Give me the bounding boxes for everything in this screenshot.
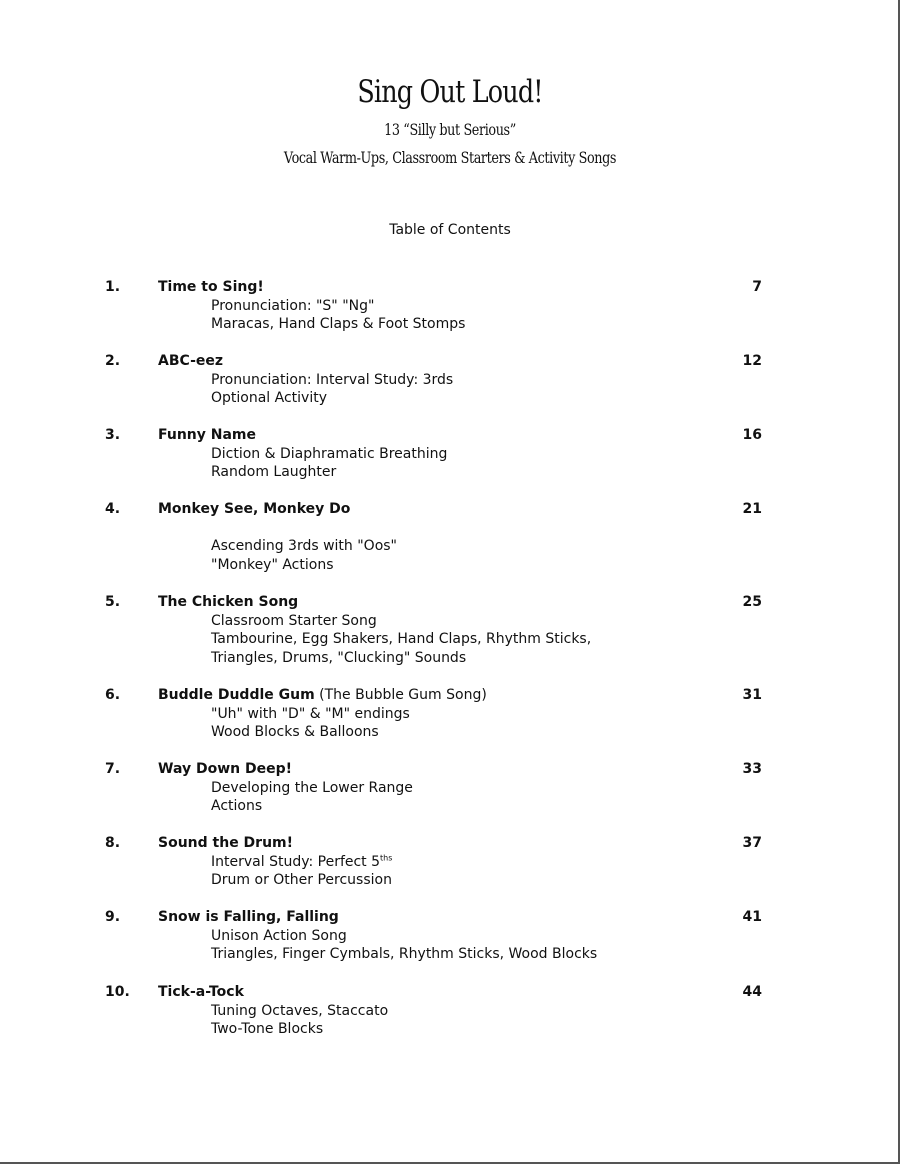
entry-number: 4. [105,501,121,517]
superscript: ths [380,852,393,862]
page-number: 37 [742,835,762,851]
song-title: Funny Name [158,427,257,443]
entry-detail: Triangles, Finger Cymbals, Rhythm Sticks, Wood Blocks [211,946,598,962]
entry-detail: Actions [211,798,263,814]
entry-detail: Maracas, Hand Claps & Foot Stomps [211,316,466,332]
entry-number: 5. [105,594,121,610]
song-title: Monkey See, Monkey Do [158,501,351,517]
entry-detail: Unison Action Song [211,927,347,944]
entry-number: 9. [105,909,121,925]
song-title: Tick-a-Tock [158,984,244,1000]
page-number: 31 [742,687,762,703]
page-number: 21 [742,501,762,517]
entry-detail: Pronunciation: "S" "Ng" [211,297,375,314]
song-title: Snow is Falling, Falling [158,909,339,925]
page-number: 44 [742,984,762,1000]
entry-detail: Optional Activity [211,390,327,406]
entry-number: 3. [105,427,121,443]
song-title: The Chicken Song [158,594,299,610]
subtitle-line-2: Vocal Warm-Ups, Classroom Starters & Activity Songs [283,148,617,167]
entry-detail: Drum or Other Percussion [211,872,392,888]
subtitle-line-1: 13 “Silly but Serious” [384,120,516,139]
entry-detail: Random Laughter [211,464,337,480]
entry-detail: Triangles, Drums, "Clucking" Sounds [211,649,467,666]
entry-detail: Tuning Octaves, Staccato [211,1002,389,1019]
entry-detail: Diction & Diaphramatic Breathing [211,445,448,462]
entry-detail: Wood Blocks & Balloons [211,724,379,740]
song-title: Time to Sing! [158,279,264,295]
entry-number: 7. [105,761,121,777]
entry-detail: Pronunciation: Interval Study: 3rds [211,371,454,388]
entry-detail: Two-Tone Blocks [211,1021,324,1037]
entry-detail: Ascending 3rds with "Oos" [211,538,397,554]
entry-detail: Tambourine, Egg Shakers, Hand Claps, Rhythm Sticks, [211,631,592,647]
page-number: 25 [742,594,762,610]
entry-number: 6. [105,687,121,703]
entry-number: 10. [105,984,130,1000]
page-number: 7 [752,279,762,295]
entry-detail: Interval Study: Perfect $5^{ths}$ [211,852,393,870]
entry-detail: Classroom Starter Song [211,612,377,629]
song-title: Way Down Deep! [158,761,292,777]
song-title: Buddle Duddle Gum (The Bubble Gum Song) [158,687,487,703]
entry-detail: "Uh" with "D" & "M" endings [211,705,410,722]
book-title: Sing Out Loud! [357,74,543,110]
page-number: 12 [742,353,762,369]
entry-detail: Developing the Lower Range [211,779,413,796]
page-number: 41 [742,909,762,925]
toc-heading: Table of Contents [389,222,511,238]
song-title: ABC-eez [158,353,224,369]
page-number: 33 [742,761,762,777]
page-number: 16 [742,427,762,443]
song-title: Sound the Drum! [158,835,294,851]
entry-number: 8. [105,835,121,851]
entry-number: 2. [105,353,121,369]
entry-detail: "Monkey" Actions [211,556,334,573]
entry-number: 1. [105,279,121,295]
